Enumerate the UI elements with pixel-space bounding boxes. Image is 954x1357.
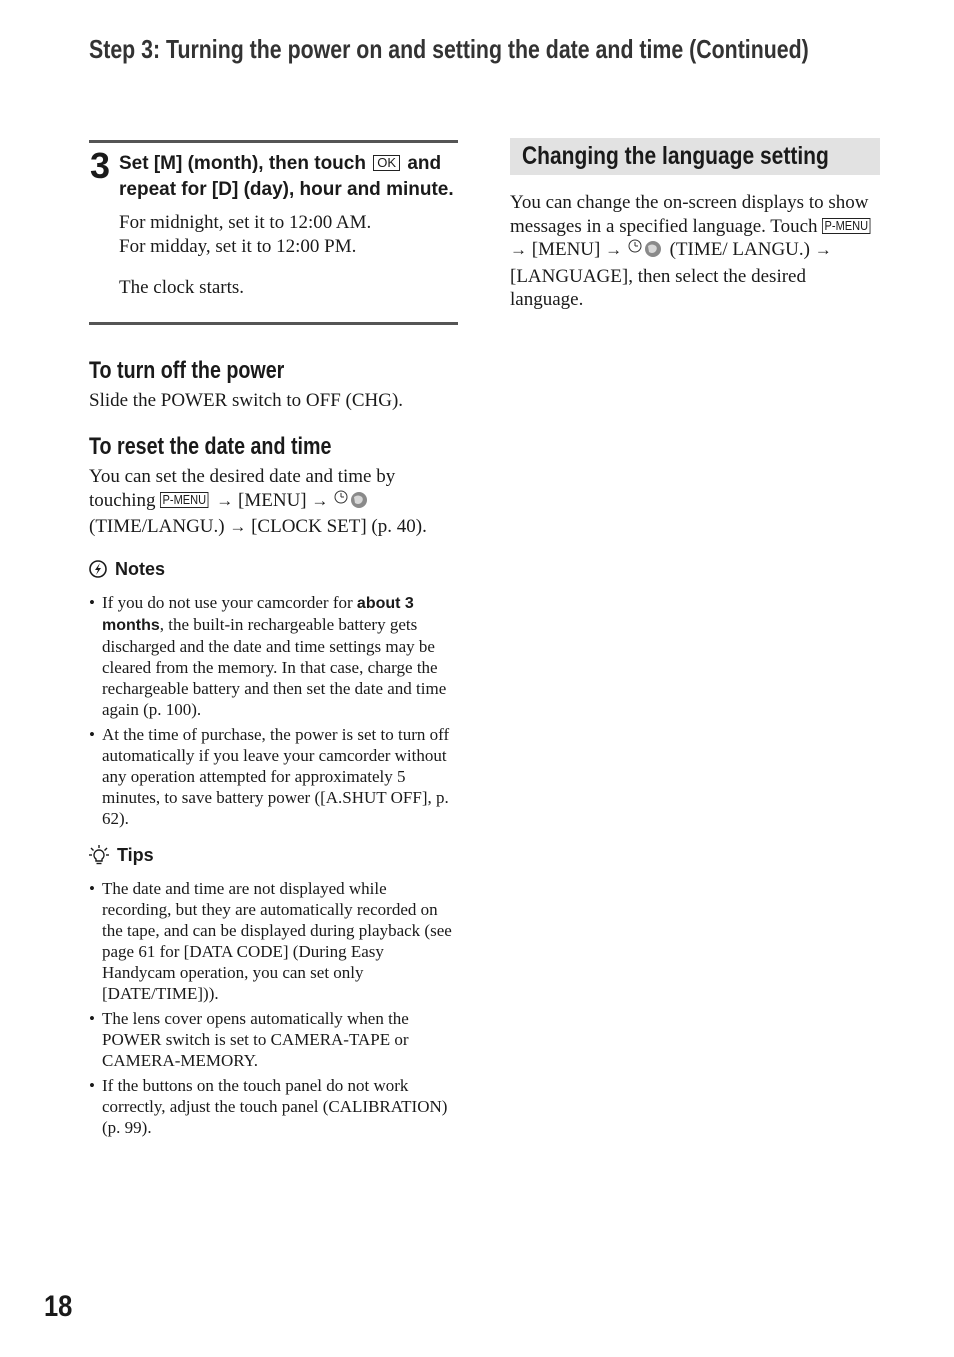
turn-off-text: Slide the POWER switch to OFF (CHG). xyxy=(89,389,404,411)
step-instruction-part1: Set [M] (month), then touch xyxy=(119,153,366,174)
tips-heading xyxy=(89,845,458,866)
left-column xyxy=(89,140,458,1142)
time-langu-icon xyxy=(627,238,665,265)
reset-text-3: [CLOCK SET] (p. 40). xyxy=(251,516,427,537)
list-item: • If the buttons on the touch panel do not work correctly, adjust the touch panel (CALIBRATION) (p. 99). xyxy=(89,1075,458,1138)
reset-text-2: (TIME/LANGU.) xyxy=(89,516,225,537)
arrow-icon: → xyxy=(510,240,527,259)
list-item xyxy=(89,592,458,720)
p-menu-icon: P-MENU xyxy=(822,218,871,234)
note-text: , the built-in rechargeable battery gets discharged and the date and time settings may be cleared from the memory. In that case, charge the rechargeable battery and then set the date and time again (p. 100). xyxy=(102,614,447,719)
lightbulb-icon xyxy=(89,845,109,865)
language-heading: Changing the language setting xyxy=(522,142,829,170)
notes-heading-label: Notes xyxy=(115,558,166,579)
clock-starts: The clock starts. xyxy=(119,277,245,298)
language-text-2: (TIME/ LANGU.) xyxy=(669,239,810,260)
page-number: 18 xyxy=(44,1290,73,1323)
step-3 xyxy=(89,143,458,300)
time-langu-icon xyxy=(333,489,371,516)
list-item: • The date and time are not displayed while recording, but they are automatically recorded on the tape, and can be displayed during playback (see page 61 for [DATA CODE] (During Easy Handycam operation, you can set only [DATE/TIME])). xyxy=(89,878,458,1004)
step-instruction xyxy=(119,151,458,203)
language-text-1: You can change the on-screen displays to show messages in a specified language. Touch xyxy=(510,192,869,237)
step-bottom-rule xyxy=(89,322,458,325)
list-item: • At the time of purchase, the power is set to turn off automatically if you leave your camcorder without any operation attempted for approximately 5 minutes, to save battery power ([A.SHUT OFF], p. 62). xyxy=(89,724,458,829)
note-text: If you do not use your camcorder for xyxy=(102,592,353,612)
right-column xyxy=(510,138,880,312)
arrow-icon: → xyxy=(814,240,832,259)
page-title: Step 3: Turning the power on and setting the date and time (Continued) xyxy=(89,34,809,64)
note-bold: about 3 months xyxy=(102,594,414,634)
step-number: 3 xyxy=(90,145,111,186)
step-details xyxy=(119,211,458,300)
reset-text xyxy=(89,465,458,539)
tips-section xyxy=(89,845,458,1138)
tips-list xyxy=(89,878,458,1138)
arrow-icon: → xyxy=(216,490,234,510)
step-instruction-part2: and repeat for [D] (day), hour and minute. xyxy=(119,153,454,200)
language-text-3: [LANGUAGE], then select the desired language. xyxy=(510,265,806,310)
arrow-icon: → xyxy=(229,517,247,536)
tips-heading-label: Tips xyxy=(117,844,154,865)
language-text xyxy=(510,191,880,312)
list-item: • The lens cover opens automatically when the POWER switch is set to CAMERA-TAPE or CAMERA-MEMORY. xyxy=(89,1008,458,1071)
ok-button-icon: OK xyxy=(373,155,400,171)
notes-heading xyxy=(89,559,458,580)
arrow-icon: → xyxy=(605,240,623,259)
arrow-icon: → xyxy=(311,490,329,510)
reset-section xyxy=(89,433,458,539)
midday-line: For midday, set it to 12:00 PM. xyxy=(119,235,357,257)
turn-off-heading: To turn off the power xyxy=(89,356,285,384)
notes-section xyxy=(89,559,458,829)
notes-list xyxy=(89,592,458,829)
midnight-line: For midnight, set it to 12:00 AM. xyxy=(119,212,372,233)
language-menu: [MENU] xyxy=(531,239,601,260)
reset-text-1: You can set the desired date and time by touching xyxy=(89,466,396,511)
p-menu-icon: P-MENU xyxy=(160,492,209,508)
notes-icon xyxy=(89,560,107,578)
reset-menu: [MENU] xyxy=(238,489,307,511)
reset-heading: To reset the date and time xyxy=(89,433,332,460)
turn-off-section xyxy=(89,357,458,413)
language-banner xyxy=(510,138,880,175)
